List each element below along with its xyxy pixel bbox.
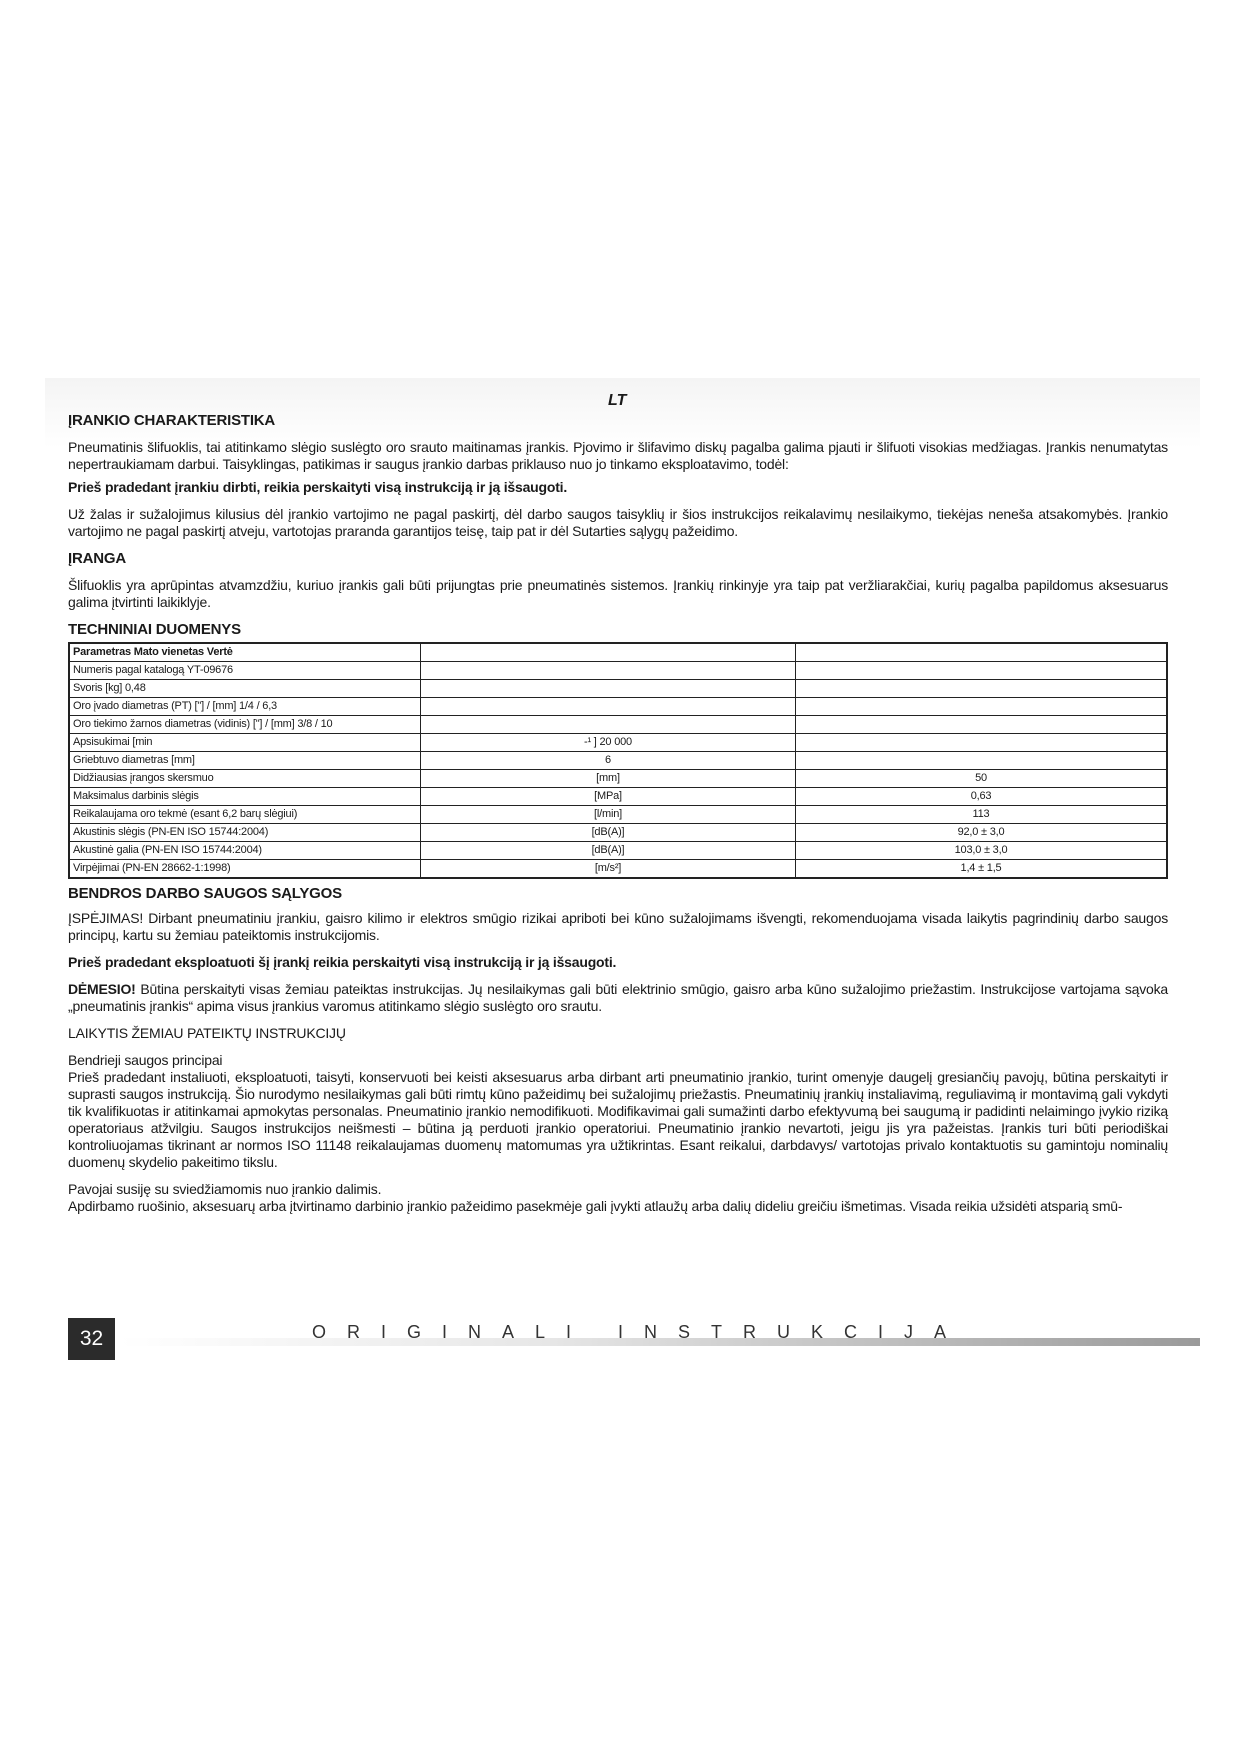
table-cell-unit: [dB(A)] (421, 824, 796, 842)
table-cell-unit: 6 (421, 752, 796, 770)
table-cell-value (796, 734, 1168, 752)
table-row (69, 716, 1167, 734)
subheading: Pavojai susiję su sviedžiamomis nuo įrankio dalimis. (68, 1181, 382, 1197)
table-cell-unit (421, 716, 796, 734)
table-cell-value: 92,0 ± 3,0 (796, 824, 1168, 842)
technical-data-table (68, 642, 1168, 879)
table-cell-parameter: Didžiausias įrangos skersmuo (69, 770, 421, 788)
table-row (69, 806, 1167, 824)
table-cell-value: 50 (796, 770, 1168, 788)
table-cell-value (796, 752, 1168, 770)
paragraph: Už žalas ir sužalojimus kilusius dėl įrankio vartojimo ne pagal paskirtį, dėl darbo saugos taisyklių ir šios instrukcijos reikalavimų nesilaikymo, tiekėjas neneša atsakomybės. Įrankio vartojimo ne pagal paskirtį atveju, vartotojas praranda garantijos teisę, taip pat ir dėl Sutarties sąlygų pažeidimo. (68, 506, 1168, 539)
table-cell-parameter: Griebtuvo diametras [mm] (69, 752, 421, 770)
attention-paragraph (68, 981, 1168, 1015)
table-cell-value: 113 (796, 806, 1168, 824)
attention-label: DĖMESIO! (68, 981, 136, 997)
table-cell-parameter: Oro įvado diametras (PT) ["] / [mm] 1/4 / 6,3 (69, 698, 421, 716)
table-cell-value: 0,63 (796, 788, 1168, 806)
table-row (69, 662, 1167, 680)
paragraph: Pneumatinis šlifuoklis, tai atitinkamo slėgio suslėgto oro srauto maitinamas įrankis. Pjovimo ir šlifavimo diskų pagalba galima pjauti ir šlifuoti visokias medžiagas. Įrankis nenumatytas nepertraukiamam darbui. Taisyklingas, patikimas ir saugus įrankio darbas priklauso nuo jo tinkamo eksploatavimo, todėl: (68, 439, 1168, 472)
table-cell-parameter: Apsisukimai [min (69, 734, 421, 752)
table-cell-unit (421, 662, 796, 680)
bold-instruction: Prieš pradedant eksploatuoti šį įrankį reikia perskaityti visą instrukciją ir ją išsaugoti. (68, 954, 617, 970)
section-title-safety: BENDROS DARBO SAUGOS SĄLYGOS (68, 885, 342, 902)
table-cell-unit: [MPa] (421, 788, 796, 806)
table-header-cell (796, 643, 1168, 662)
bold-instruction: Prieš pradedant įrankiu dirbti, reikia perskaityti visą instrukciją ir ją išsaugoti. (68, 479, 568, 495)
table-row (69, 698, 1167, 716)
table-cell-value: 103,0 ± 3,0 (796, 842, 1168, 860)
table-cell-value (796, 680, 1168, 698)
table-cell-parameter: Numeris pagal katalogą YT-09676 (69, 662, 421, 680)
language-code: LT (608, 392, 627, 409)
footer-original-instructions: ORIGINALI INSTRUKCIJA (312, 1322, 968, 1342)
subheading: Bendrieji saugos principai (68, 1052, 223, 1068)
table-row (69, 842, 1167, 860)
table-row (69, 680, 1167, 698)
section-title-equipment: ĮRANGA (68, 550, 126, 567)
table-cell-value: 1,4 ± 1,5 (796, 860, 1168, 879)
table-cell-parameter: Oro tiekimo žarnos diametras (vidinis) ["] / [mm] 3/8 / 10 (69, 716, 421, 734)
table-header-row (69, 643, 1167, 662)
table-cell-parameter: Akustinis slėgis (PN-EN ISO 15744:2004) (69, 824, 421, 842)
table-cell-value (796, 698, 1168, 716)
table-cell-unit: [mm] (421, 770, 796, 788)
table-row (69, 824, 1167, 842)
table-row (69, 734, 1167, 752)
table-header-cell (421, 643, 796, 662)
table-cell-unit: [m/s²] (421, 860, 796, 879)
paragraph: Šlifuoklis yra aprūpintas atvamzdžiu, kuriuo įrankis gali būti prijungtas prie pneumatinės sistemos. Įrankių rinkinyje yra taip pat veržliarakčiai, kurių pagalba papildomus aksesuarus galima įtvirtinti laikiklyje. (68, 577, 1168, 610)
table-cell-parameter: Akustinė galia (PN-EN ISO 15744:2004) (69, 842, 421, 860)
paragraph: Prieš pradedant instaliuoti, eksploatuoti, taisyti, konservuoti bei keisti aksesuarus arba dirbant arti pneumatinio įrankio, turint omenyje daugelį gresiančių pavojų, būtina perskaityti ir suprasti saugos instrukciją. Šio nurodymo nesilaikymas gali būti rimtų kūno pažeidimų bei sužalojimų priežastis. Pneumatinių įrankių instaliavimą, reguliavimą ir montavimą gali vykdyti tik kvalifikuotas ir atitinkamai apmokytas personalas. Pneumatinio įrankio nemodifikuoti. Modifikavimai gali sumažinti darbo efektyvumą bei saugumą ir padidinti nelaimingo įvykio riziką operatoriaus atžvilgiu. Saugos instrukcijos neišmesti – būtina ją perduoti įrankio operatoriui. Pneumatinio įrankio nevartoti, jeigu jis yra pažeistas. Įrankis turi būti periodiškai kontroliuojamas tikrinant ar normos ISO 11148 reikalaujamas duomenų matomumas yra užtikrintas. Esant reikalui, darbdavys/ vartotojas privalo kontaktuotis su gamintoju nominalių duomenų skydelio pakeitimo tikslu. (68, 1069, 1168, 1170)
table-cell-value (796, 662, 1168, 680)
warning-paragraph: ĮSPĖJIMAS! Dirbant pneumatiniu įrankiu, gaisro kilimo ir elektros smūgio rizikai apriboti bei kūno sužalojimams išvengti, rekomenduojama visada laikytis pagrindinių darbo saugos principų, kartu su žemiau pateiktomis instrukcijomis. (68, 910, 1168, 943)
table-header-cell: Parametras Mato vienetas Vertė (69, 643, 421, 662)
section-title-characteristics: ĮRANKIO CHARAKTERISTIKA (68, 412, 276, 429)
section-title-technical-data: TECHNINIAI DUOMENYS (68, 621, 241, 638)
table-cell-unit (421, 698, 796, 716)
table-cell-unit: -¹ ] 20 000 (421, 734, 796, 752)
table-cell-unit: [dB(A)] (421, 842, 796, 860)
attention-text: Būtina perskaityti visas žemiau pateiktas instrukcijas. Jų nesilaikymas gali būti elektrinio smūgio, gaisro arba kūno sužalojimo priežastim. Instrukcijose vartojama sąvoka „pneumatinis įrankis“ apima visus įrankius varomus atitinkamo slėgio suslėgto oro srautu. (68, 981, 1168, 1014)
table-cell-parameter: Reikalaujama oro tekmė (esant 6,2 barų slėgiui) (69, 806, 421, 824)
table-row (69, 788, 1167, 806)
table-cell-value (796, 716, 1168, 734)
table-row (69, 860, 1167, 879)
paragraph: LAIKYTIS ŽEMIAU PATEIKTŲ INSTRUKCIJŲ (68, 1025, 346, 1041)
page-number: 32 (68, 1318, 115, 1360)
table-row (69, 752, 1167, 770)
table-cell-unit (421, 680, 796, 698)
table-cell-parameter: Svoris [kg] 0,48 (69, 680, 421, 698)
table-cell-parameter: Virpėjimai (PN-EN 28662-1:1998) (69, 860, 421, 879)
document-body (68, 412, 1168, 1225)
table-row (69, 770, 1167, 788)
paragraph: Apdirbamo ruošinio, aksesuarų arba įtvirtinamo darbinio įrankio pažeidimo pasekmėje gali įvykti atlaužų arba dalių dideliu greičiu išmetimas. Visada reikia užsidėti atsparią smū- (68, 1198, 1123, 1214)
table-cell-unit: [l/min] (421, 806, 796, 824)
table-cell-parameter: Maksimalus darbinis slėgis (69, 788, 421, 806)
